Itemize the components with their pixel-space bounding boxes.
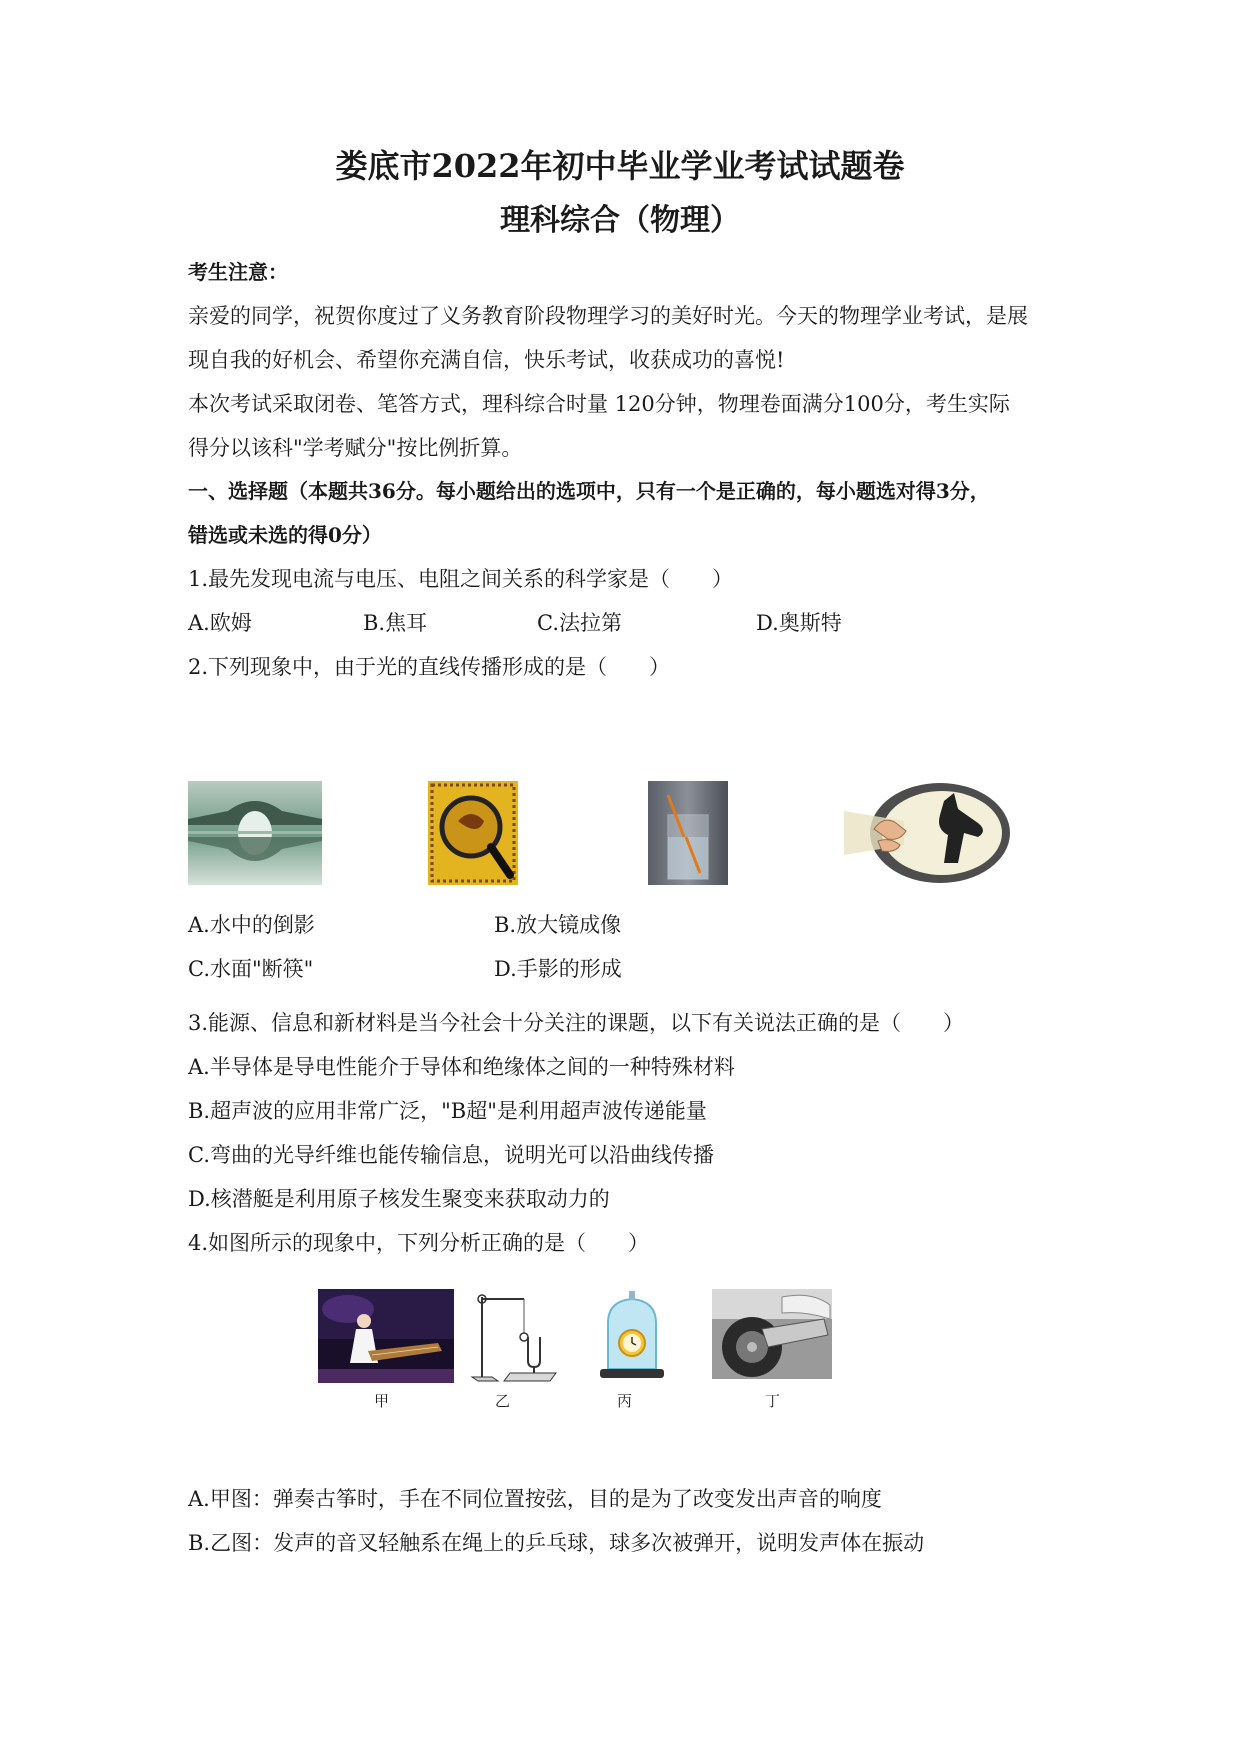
q2-option-b: B.放大镜成像 <box>494 913 622 937</box>
q3-option-d: D.核潜艇是利用原子核发生聚变来获取动力的 <box>188 1187 610 1211</box>
bell-jar-clock-image <box>596 1289 668 1385</box>
q4-option-b: B.乙图：发声的音叉轻触系在绳上的乒乓球，球多次被弹开，说明发声体在振动 <box>188 1531 925 1555</box>
question-stem-1: 1.最先发现电流与电压、电阻之间关系的科学家是（ ） <box>188 567 734 591</box>
page-title: 娄底市2022年初中毕业学业考试试题卷 <box>335 147 905 185</box>
q2-option-c: C.水面"断筷" <box>188 957 314 981</box>
notice-line: 现自我的好机会、希望你充满自信，快乐考试，收获成功的喜悦! <box>188 348 785 372</box>
q3-option-b: B.超声波的应用非常广泛，"B超"是利用超声波传递能量 <box>188 1099 707 1123</box>
q1-option-c: C.法拉第 <box>537 611 622 635</box>
q1-option-a: A.欧姆 <box>188 611 252 635</box>
caption-jia: 甲 <box>374 1392 390 1410</box>
magnifier-image <box>428 781 518 885</box>
notice-line: 本次考试采取闭卷、笔答方式，理科综合时量 120分钟，物理卷面满分100分，考生实际 <box>188 392 1010 416</box>
notice-line: 得分以该科"学考赋分"按比例折算。 <box>188 436 523 460</box>
bridge-reflection-image <box>188 781 322 885</box>
section-heading-cont: 错选或未选的得0分） <box>188 523 382 547</box>
caption-ding: 丁 <box>765 1392 781 1410</box>
question-stem-3: 3.能源、信息和新材料是当今社会十分关注的课题，以下有关说法正确的是（ ） <box>188 1011 965 1035</box>
notice-heading: 考生注意： <box>188 260 288 284</box>
q2-option-a: A.水中的倒影 <box>188 913 315 937</box>
guzheng-player-image <box>318 1289 454 1383</box>
q3-option-c: C.弯曲的光导纤维也能传输信息，说明光可以沿曲线传播 <box>188 1143 714 1167</box>
glass-chopstick-image <box>648 781 728 885</box>
q4-option-a: A.甲图：弹奏古筝时，手在不同位置按弦，目的是为了改变发出声音的响度 <box>188 1487 882 1511</box>
q3-option-a: A.半导体是导电性能介于导体和绝缘体之间的一种特殊材料 <box>188 1055 735 1079</box>
question-stem-2: 2.下列现象中，由于光的直线传播形成的是（ ） <box>188 655 671 679</box>
caption-bing: 丙 <box>617 1392 633 1410</box>
motorcycle-muffler-image <box>712 1289 832 1379</box>
question-stem-4: 4.如图所示的现象中，下列分析正确的是（ ） <box>188 1231 650 1255</box>
q1-option-b: B.焦耳 <box>363 611 428 635</box>
notice-line: 亲爱的同学，祝贺你度过了义务教育阶段物理学习的美好时光。今天的物理学业考试，是展 <box>188 304 1028 328</box>
page-subtitle: 理科综合（物理） <box>500 203 740 238</box>
q1-option-d: D.奥斯特 <box>756 611 842 635</box>
tuning-fork-stand-image <box>470 1289 562 1385</box>
section-heading: 一、选择题（本题共36分。每小题给出的选项中，只有一个是正确的，每小题选对得3分， <box>188 479 990 503</box>
caption-yi: 乙 <box>495 1392 511 1410</box>
hand-shadow-image <box>844 781 1010 885</box>
q2-option-d: D.手影的形成 <box>494 957 622 981</box>
